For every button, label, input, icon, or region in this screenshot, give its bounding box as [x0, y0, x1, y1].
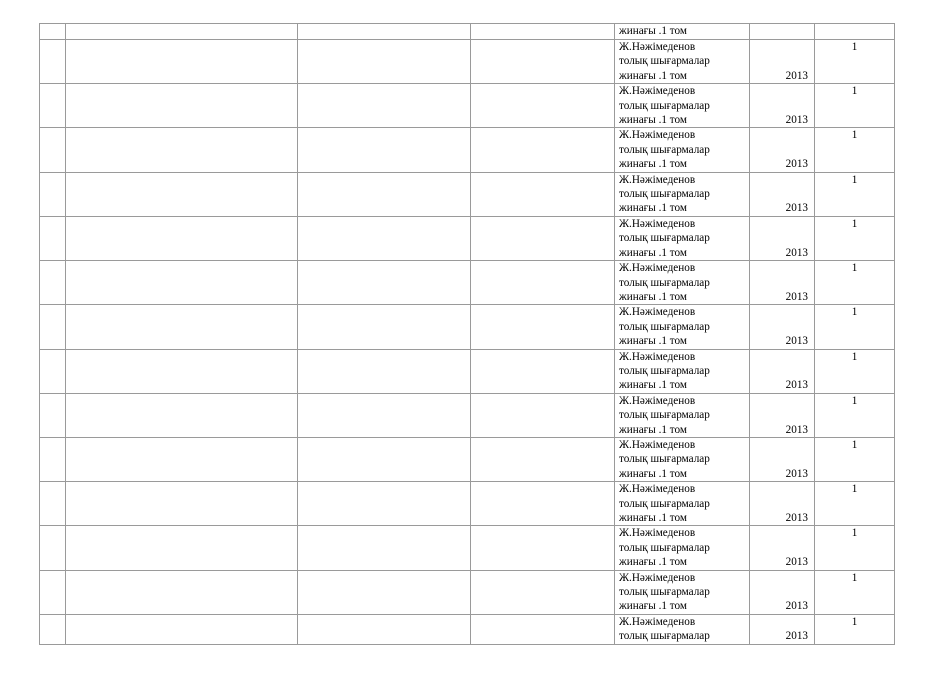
table-row [40, 172, 895, 216]
cell-empty [298, 570, 471, 614]
cell-number [40, 84, 66, 128]
cell-quantity: 1 [815, 437, 895, 481]
cell-empty [298, 84, 471, 128]
cell-year: 2013 [750, 482, 815, 526]
cell-year: 2013 [750, 84, 815, 128]
cell-empty [471, 84, 615, 128]
title-line: жинағы .1 том [619, 556, 687, 569]
cell-number [40, 570, 66, 614]
cell-empty [471, 570, 615, 614]
cell-title [615, 128, 750, 172]
table-row [40, 614, 895, 644]
title-line: жинағы .1 том [619, 379, 687, 392]
title-line: жинағы .1 том [619, 69, 687, 82]
cell-year: 2013 [750, 614, 815, 644]
title-line: толық шығармалар [619, 320, 710, 333]
cell-number [40, 349, 66, 393]
title-line: толық шығармалар [619, 630, 710, 643]
cell-empty [471, 482, 615, 526]
cell-empty [298, 305, 471, 349]
cell-empty [66, 393, 298, 437]
cell-empty [66, 437, 298, 481]
cell-title [615, 393, 750, 437]
title-line: жинағы .1 том [619, 246, 687, 259]
title-line: Ж.Нәжімеденов [619, 41, 696, 53]
table-row [40, 216, 895, 260]
cell-title [615, 482, 750, 526]
cell-empty [298, 526, 471, 570]
table-row [40, 437, 895, 481]
table-row [40, 393, 895, 437]
title-line: Ж.Нәжімеденов [619, 438, 696, 451]
cell-quantity: 1 [815, 526, 895, 570]
cell-title [615, 305, 750, 349]
table-row [40, 128, 895, 172]
title-line: толық шығармалар [619, 453, 710, 466]
title-line: жинағы .1 том [619, 25, 687, 37]
cell-year: 2013 [750, 261, 815, 305]
cell-quantity: 1 [815, 305, 895, 349]
cell-empty [471, 172, 615, 216]
title-line: Ж.Нәжімеденов [619, 217, 696, 230]
cell-quantity: 1 [815, 216, 895, 260]
cell-empty [66, 84, 298, 128]
table-row [40, 349, 895, 393]
cell-empty [66, 128, 298, 172]
cell-empty [298, 614, 471, 644]
cell-quantity: 1 [815, 128, 895, 172]
cell-empty [66, 349, 298, 393]
cell-title [615, 570, 750, 614]
cell-title [615, 216, 750, 260]
cell-empty [66, 172, 298, 216]
cell-empty [298, 216, 471, 260]
title-line: толық шығармалар [619, 276, 710, 289]
title-line: Ж.Нәжімеденов [619, 262, 696, 275]
cell-number [40, 172, 66, 216]
cell-quantity: 1 [815, 482, 895, 526]
cell-empty [471, 526, 615, 570]
cell-number [40, 526, 66, 570]
cell-empty [66, 526, 298, 570]
cell-title [615, 24, 750, 40]
title-line: жинағы .1 том [619, 114, 687, 127]
title-line: толық шығармалар [619, 409, 710, 422]
title-line: жинағы .1 том [619, 202, 687, 215]
cell-number [40, 437, 66, 481]
cell-quantity [815, 24, 895, 40]
title-line: толық шығармалар [619, 541, 710, 554]
cell-empty [471, 128, 615, 172]
table-row [40, 40, 895, 84]
table-row [40, 261, 895, 305]
cell-empty [471, 393, 615, 437]
cell-empty [298, 128, 471, 172]
title-line: жинағы .1 том [619, 158, 687, 171]
title-line: Ж.Нәжімеденов [619, 571, 696, 584]
cell-year: 2013 [750, 172, 815, 216]
cell-empty [471, 437, 615, 481]
title-line: жинағы .1 том [619, 467, 687, 480]
title-line: Ж.Нәжімеденов [619, 129, 696, 142]
cell-year: 2013 [750, 349, 815, 393]
table-row [40, 482, 895, 526]
title-line: жинағы .1 том [619, 335, 687, 348]
cell-number [40, 393, 66, 437]
cell-empty [471, 305, 615, 349]
cell-empty [66, 261, 298, 305]
cell-empty [471, 614, 615, 644]
cell-title [615, 172, 750, 216]
cell-year: 2013 [750, 437, 815, 481]
title-line: толық шығармалар [619, 143, 710, 156]
cell-empty [471, 216, 615, 260]
title-line: Ж.Нәжімеденов [619, 85, 696, 98]
title-line: толық шығармалар [619, 188, 710, 201]
cell-empty [298, 393, 471, 437]
cell-empty [471, 261, 615, 305]
table-row [40, 305, 895, 349]
title-line: Ж.Нәжімеденов [619, 394, 696, 407]
cell-year: 2013 [750, 40, 815, 84]
cell-quantity: 1 [815, 614, 895, 644]
title-line: жинағы .1 том [619, 512, 687, 524]
cell-year: 2013 [750, 393, 815, 437]
title-line: толық шығармалар [619, 232, 710, 245]
cell-number [40, 614, 66, 644]
table-row [40, 570, 895, 614]
cell-quantity: 1 [815, 261, 895, 305]
cell-empty [298, 24, 471, 40]
cell-year: 2013 [750, 526, 815, 570]
cell-title [615, 437, 750, 481]
table-body [40, 24, 895, 645]
cell-empty [298, 261, 471, 305]
cell-empty [66, 305, 298, 349]
cell-title [615, 526, 750, 570]
cell-empty [298, 172, 471, 216]
cell-number [40, 40, 66, 84]
title-line: жинағы .1 том [619, 600, 687, 613]
cell-quantity: 1 [815, 172, 895, 216]
title-line: Ж.Нәжімеденов [619, 306, 696, 319]
title-line: Ж.Нәжімеденов [619, 615, 696, 628]
cell-empty [66, 482, 298, 526]
cell-quantity: 1 [815, 40, 895, 84]
cell-year: 2013 [750, 216, 815, 260]
cell-number [40, 305, 66, 349]
cell-empty [298, 40, 471, 84]
cell-empty [298, 482, 471, 526]
title-line: Ж.Нәжімеденов [619, 483, 696, 496]
cell-title [615, 261, 750, 305]
cell-number [40, 24, 66, 40]
cell-empty [298, 349, 471, 393]
title-line: толық шығармалар [619, 497, 710, 510]
book-inventory-table [39, 23, 895, 645]
title-line: жинағы .1 том [619, 423, 687, 436]
cell-empty [66, 40, 298, 84]
cell-empty [471, 349, 615, 393]
cell-empty [471, 24, 615, 40]
cell-empty [298, 437, 471, 481]
cell-number [40, 482, 66, 526]
title-line: толық шығармалар [619, 586, 710, 599]
cell-year: 2013 [750, 128, 815, 172]
title-line: толық шығармалар [619, 99, 710, 112]
cell-empty [471, 40, 615, 84]
cell-quantity: 1 [815, 570, 895, 614]
cell-empty [66, 24, 298, 40]
title-line: толық шығармалар [619, 55, 710, 68]
title-line: Ж.Нәжімеденов [619, 350, 696, 363]
cell-quantity: 1 [815, 393, 895, 437]
title-line: Ж.Нәжімеденов [619, 527, 696, 540]
cell-title [615, 349, 750, 393]
cell-quantity: 1 [815, 84, 895, 128]
cell-year: 2013 [750, 305, 815, 349]
cell-number [40, 261, 66, 305]
cell-number [40, 128, 66, 172]
cell-year [750, 24, 815, 40]
cell-title [615, 614, 750, 644]
cell-empty [66, 570, 298, 614]
cell-empty [66, 614, 298, 644]
table-row [40, 24, 895, 40]
cell-number [40, 216, 66, 260]
cell-title [615, 40, 750, 84]
title-line: жинағы .1 том [619, 290, 687, 303]
table-row [40, 526, 895, 570]
title-line: Ж.Нәжімеденов [619, 173, 696, 186]
table-row [40, 84, 895, 128]
cell-title [615, 84, 750, 128]
title-line: толық шығармалар [619, 364, 710, 377]
cell-empty [66, 216, 298, 260]
cell-year: 2013 [750, 570, 815, 614]
cell-quantity: 1 [815, 349, 895, 393]
